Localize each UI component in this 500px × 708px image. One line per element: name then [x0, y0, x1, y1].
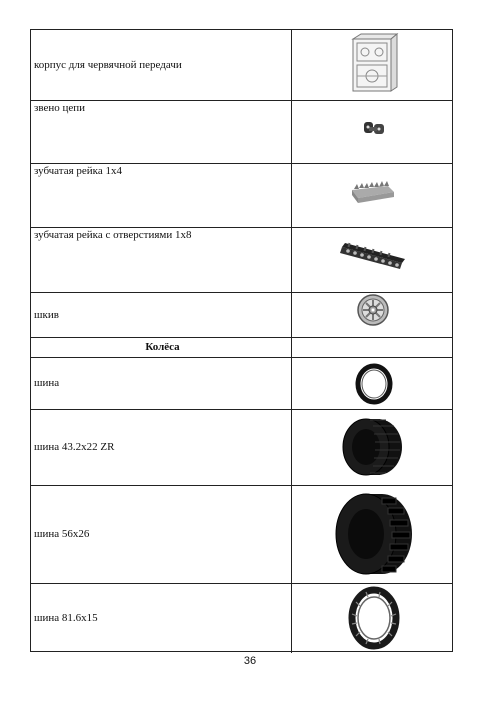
part-name: корпус для червячной передачи	[31, 30, 292, 100]
tire-81-icon	[346, 586, 402, 650]
part-image-cell	[292, 30, 452, 100]
part-name: шина	[31, 358, 292, 409]
table-row	[31, 100, 452, 163]
part-name: зубчатая рейка 1х4	[31, 164, 292, 227]
worm-gear-housing-icon	[347, 33, 399, 95]
part-image-cell	[292, 358, 452, 409]
tire-43-icon	[340, 416, 406, 478]
tire-thin-icon	[354, 363, 394, 405]
part-image-cell	[292, 486, 452, 583]
part-image-cell	[292, 293, 452, 337]
gear-rack-1x4-icon	[348, 178, 398, 206]
part-name: зубчатая рейка с отверстиями 1х8	[31, 228, 292, 292]
table-row	[31, 163, 452, 227]
part-name: шина 43.2х22 ZR	[31, 410, 292, 485]
section-header-wheels: Колёса	[31, 338, 292, 357]
table-row	[31, 227, 452, 292]
part-image-cell	[292, 584, 452, 653]
table-row	[31, 292, 452, 337]
gear-rack-holes-1x8-icon	[338, 239, 408, 275]
table-row	[31, 485, 452, 583]
parts-table	[30, 29, 453, 652]
part-name: звено цепи	[31, 101, 292, 163]
table-row	[31, 357, 452, 409]
part-image-cell	[292, 101, 452, 163]
chain-link-icon	[362, 119, 388, 137]
table-row	[31, 337, 452, 357]
part-name: шина 56х26	[31, 486, 292, 583]
part-name: шина 81.6х15	[31, 584, 292, 653]
table-row	[31, 409, 452, 485]
empty-cell	[292, 338, 452, 357]
part-image-cell	[292, 410, 452, 485]
part-image-cell	[292, 228, 452, 292]
pulley-icon	[356, 293, 390, 327]
tire-56-icon	[330, 490, 416, 578]
table-row	[31, 583, 452, 653]
table-row	[31, 30, 452, 100]
part-name: шкив	[31, 293, 292, 337]
part-image-cell	[292, 164, 452, 227]
page-number: 36	[243, 655, 257, 667]
